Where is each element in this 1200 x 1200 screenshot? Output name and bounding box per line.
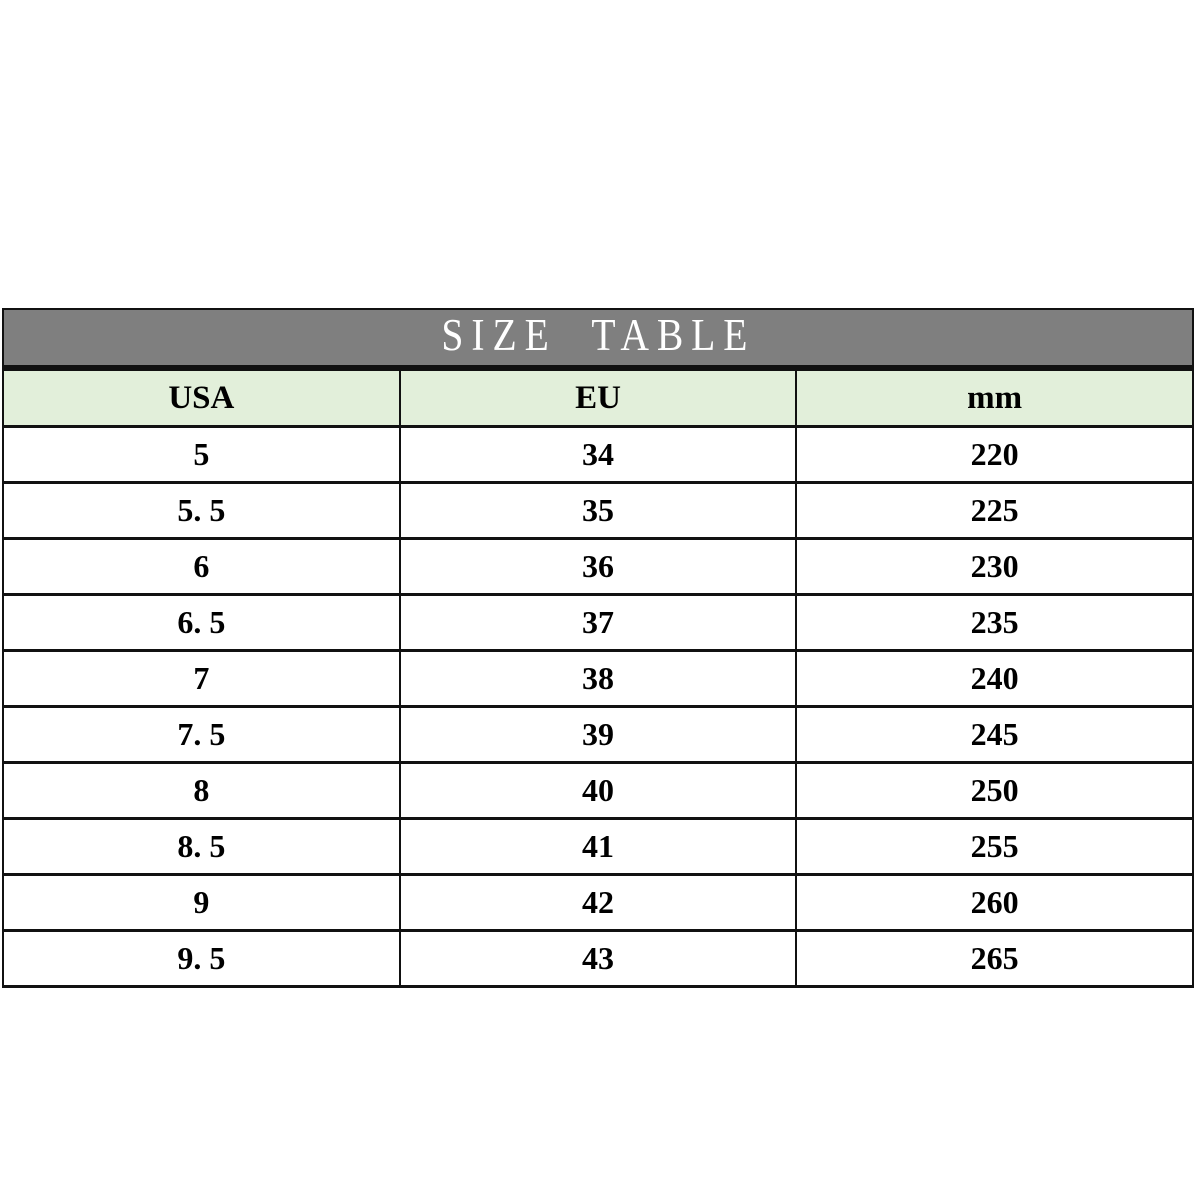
cell-mm: 235 (796, 595, 1193, 651)
table-row (3, 819, 1193, 875)
cell-mm: 225 (796, 483, 1193, 539)
table-row (3, 763, 1193, 819)
table-row (3, 707, 1193, 763)
cell-eu: 39 (400, 707, 797, 763)
cell-usa: 6. 5 (3, 595, 400, 651)
cell-eu: 37 (400, 595, 797, 651)
table-header-row (3, 370, 1193, 427)
table-row (3, 539, 1193, 595)
cell-eu: 40 (400, 763, 797, 819)
col-header-mm: mm (796, 370, 1193, 427)
size-table-title-bar (2, 308, 1194, 368)
cell-mm: 265 (796, 931, 1193, 987)
cell-mm: 245 (796, 707, 1193, 763)
cell-usa: 6 (3, 539, 400, 595)
col-header-eu: EU (400, 370, 797, 427)
cell-usa: 8 (3, 763, 400, 819)
cell-usa: 8. 5 (3, 819, 400, 875)
table-row (3, 595, 1193, 651)
table-header (3, 370, 1193, 427)
table-row (3, 427, 1193, 483)
size-table-title: SIZE TABLE (441, 310, 755, 360)
cell-eu: 43 (400, 931, 797, 987)
cell-mm: 230 (796, 539, 1193, 595)
cell-mm: 260 (796, 875, 1193, 931)
cell-usa: 7 (3, 651, 400, 707)
cell-mm: 250 (796, 763, 1193, 819)
cell-eu: 34 (400, 427, 797, 483)
cell-mm: 220 (796, 427, 1193, 483)
cell-usa: 7. 5 (3, 707, 400, 763)
cell-eu: 36 (400, 539, 797, 595)
table-row (3, 483, 1193, 539)
cell-usa: 9 (3, 875, 400, 931)
table-row (3, 931, 1193, 987)
cell-eu: 42 (400, 875, 797, 931)
cell-usa: 5. 5 (3, 483, 400, 539)
table-row (3, 651, 1193, 707)
cell-usa: 9. 5 (3, 931, 400, 987)
col-header-usa: USA (3, 370, 400, 427)
cell-eu: 35 (400, 483, 797, 539)
cell-usa: 5 (3, 427, 400, 483)
size-table (2, 308, 1194, 988)
cell-mm: 255 (796, 819, 1193, 875)
table-row (3, 875, 1193, 931)
table-body (3, 427, 1193, 987)
cell-mm: 240 (796, 651, 1193, 707)
cell-eu: 38 (400, 651, 797, 707)
size-conversion-table (2, 368, 1194, 988)
cell-eu: 41 (400, 819, 797, 875)
